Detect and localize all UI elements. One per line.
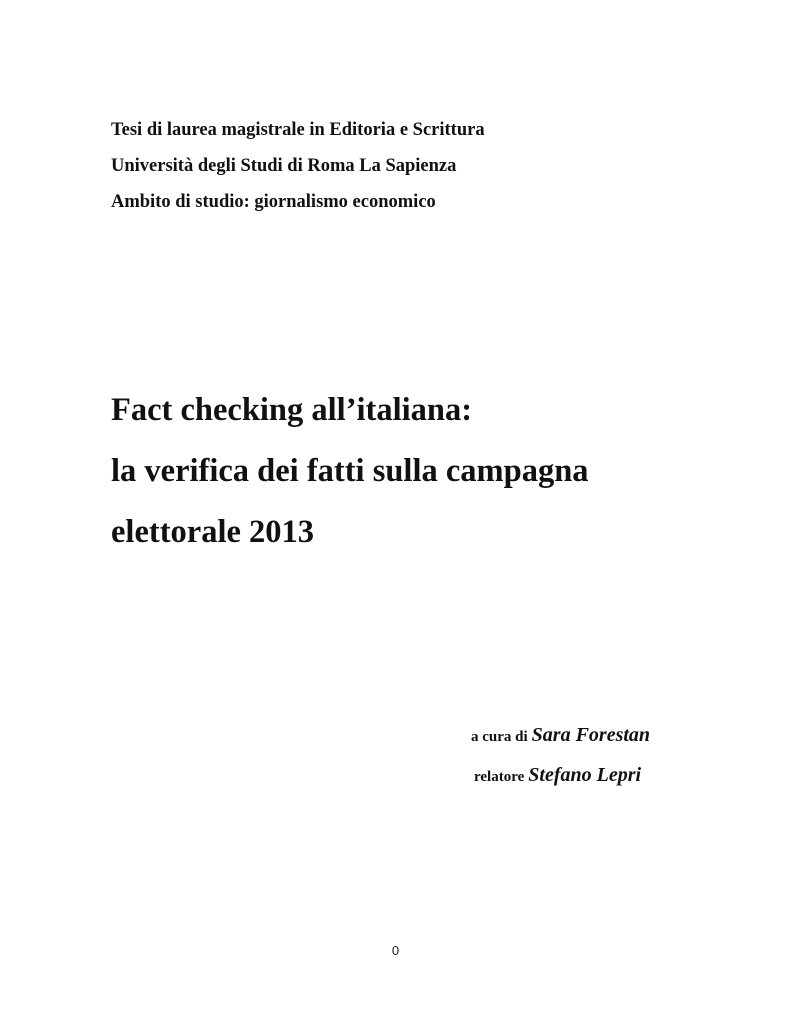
advisor-credit [471,756,771,796]
title-line-2: la verifica dei fatti sulla campagna [111,453,589,489]
credits-block [471,716,771,796]
thesis-header [111,112,711,220]
page-number: 0 [391,943,400,958]
university-line: Università degli Studi di Roma La Sapienza [111,156,457,176]
author-credit [471,716,771,756]
title-line-1: Fact checking all’italiana: [111,392,473,428]
thesis-title [111,380,751,563]
title-line-3: elettorale 2013 [111,514,315,550]
advisor-label: relatore [474,769,525,785]
degree-line: Tesi di laurea magistrale in Editoria e Scrittura [111,120,485,140]
author-name: Sara Forestan [531,724,651,746]
field-of-study-line: Ambito di studio: giornalismo economico [111,192,436,212]
advisor-name: Stefano Lepri [528,764,642,786]
author-label: a cura di [471,729,528,745]
